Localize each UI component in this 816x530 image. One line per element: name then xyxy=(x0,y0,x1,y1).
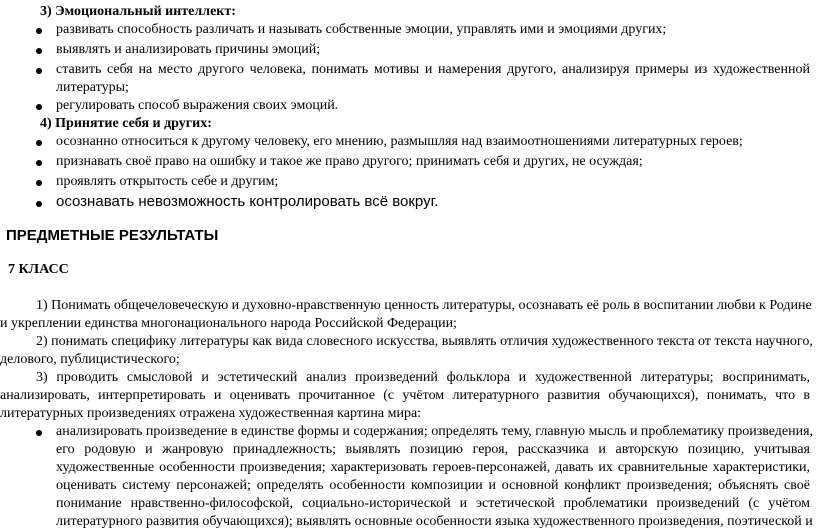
bullet-icon xyxy=(36,28,42,34)
list-item: признавать своё право на ошибку и такое же право другого; принимать себя и других, не осуждая; xyxy=(56,154,643,169)
bullet-icon xyxy=(36,201,42,207)
bullet-line-5: понимание нравственно-философской, социально-исторической и эстетической проблематики произведений (с учётом xyxy=(56,496,810,511)
paragraph-3-line-1: 3) проводить смысловой и эстетический анализ произведений фольклора и художественной литературы; воспринимать, xyxy=(36,370,810,385)
paragraph-2-line-1: 2) понимать специфику литературы как вида словесного искусства, выявлять отличия художественного текста от текста научного, xyxy=(36,334,813,349)
list-item: регулировать способ выражения своих эмоций. xyxy=(56,98,339,113)
paragraph-1-line-2: и укреплении единства многонационального народа Российской Федерации; xyxy=(0,316,457,331)
bullet-line-3: художественные особенности произведения; характеризовать героев-персонажей, давать их сравнительные характеристики, xyxy=(56,460,810,475)
list-item: ставить себя на место другого человека, понимать мотивы и намерения другого, анализируя примеры из художественной xyxy=(56,62,810,77)
list-item: проявлять открытость себе и другим; xyxy=(56,174,279,189)
bullet-line-1: анализировать произведение в единстве формы и содержания; определять тему, главную мысль и проблематику произведения, xyxy=(56,424,814,439)
paragraph-3-line-3: литературных произведениях отражена художественная картина мира: xyxy=(0,406,422,421)
paragraph-2-line-2: делового, публицистического; xyxy=(0,352,180,367)
section-heading: ПРЕДМЕТНЫЕ РЕЗУЛЬТАТЫ xyxy=(6,227,219,244)
list-item-continuation: литературы; xyxy=(56,80,129,95)
list-item: развивать способность различать и называть собственные эмоции, управлять ими и эмоциями других; xyxy=(56,22,667,37)
list-item: осознавать невозможность контролировать всё вокруг. xyxy=(56,193,439,210)
paragraph-1-line-1: 1) Понимать общечеловеческую и духовно-нравственную ценность литературы, осознавать её роль в воспитании любви к Родине xyxy=(36,298,812,313)
bullet-icon xyxy=(36,68,42,74)
bullet-icon xyxy=(36,430,42,436)
bullet-icon xyxy=(36,140,42,146)
section-3-title: 3) Эмоциональный интеллект: xyxy=(40,4,236,19)
bullet-icon xyxy=(36,104,42,110)
list-item: осознанно относиться к другому человеку, его мнению, размышляя над взаимоотношениями литературных героев; xyxy=(56,134,743,149)
list-item: выявлять и анализировать причины эмоций; xyxy=(56,42,321,57)
paragraph-3-line-2: анализировать, интерпретировать и оценивать прочитанное (с учётом литературного развития обучающихся), понимать, что в xyxy=(0,388,810,403)
bullet-line-2: его родовую и жанровую принадлежность; выявлять позицию героя, рассказчика и авторскую позицию, учитывая xyxy=(56,442,810,457)
grade-heading: 7 КЛАСС xyxy=(8,262,69,277)
bullet-icon xyxy=(36,48,42,54)
bullet-icon xyxy=(36,180,42,186)
section-4-title: 4) Принятие себя и других: xyxy=(40,116,212,131)
bullet-icon xyxy=(36,160,42,166)
bullet-line-4: оценивать систему персонажей; определять особенности композиции и основной конфликт произведения; объяснять своё xyxy=(56,478,810,493)
bullet-line-6: литературного развития обучающихся); выявлять основные особенности языка художественного произведения, поэтической и xyxy=(56,514,813,529)
